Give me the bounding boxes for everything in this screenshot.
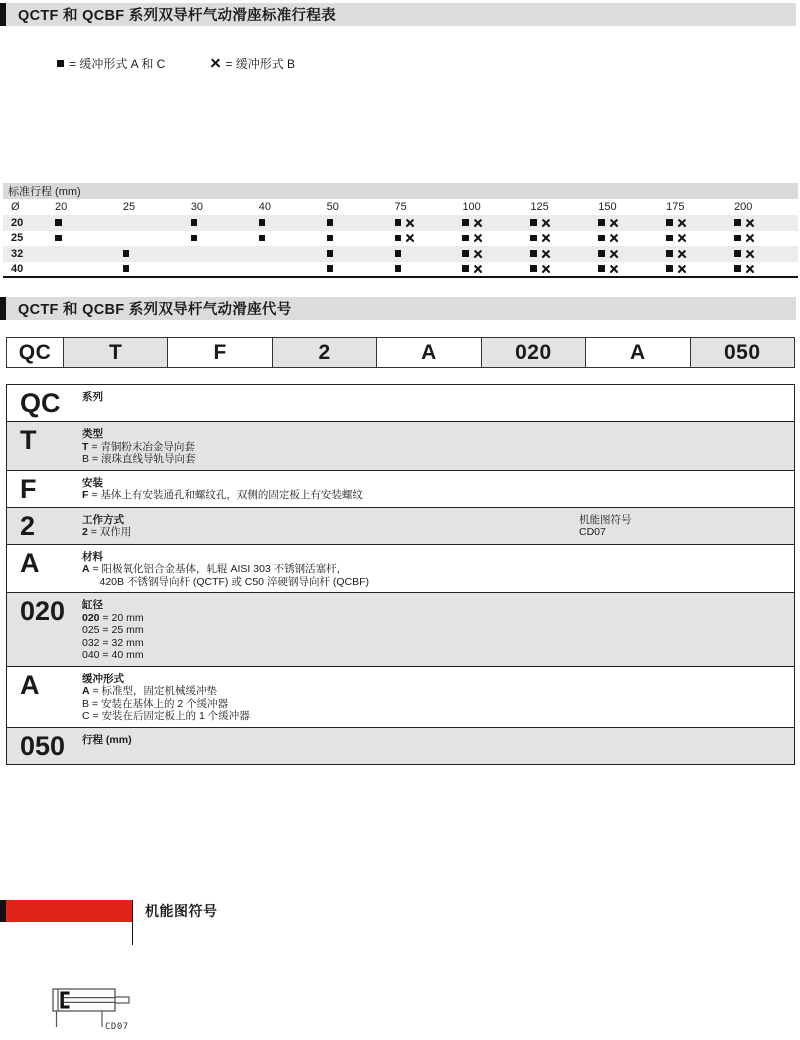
stroke-column-header: 40 bbox=[258, 201, 271, 213]
cross-mark-icon bbox=[746, 265, 754, 273]
diameter-cell: 40 bbox=[3, 262, 51, 278]
diameter-header-cell: Ø bbox=[11, 201, 20, 213]
stroke-column-header: 75 bbox=[394, 201, 407, 213]
stroke-mark-cell bbox=[255, 262, 323, 278]
code-cell: 020 bbox=[481, 338, 585, 367]
symbol-section-header bbox=[0, 900, 218, 922]
breakdown-description bbox=[82, 597, 794, 662]
stroke-column-header: 50 bbox=[326, 201, 339, 213]
stroke-mark-cell bbox=[526, 262, 594, 278]
square-mark-icon bbox=[666, 265, 673, 272]
cross-mark-icon bbox=[474, 219, 482, 227]
square-mark-icon bbox=[462, 235, 469, 242]
stroke-column-header: 20 bbox=[55, 201, 68, 213]
cross-mark-icon bbox=[474, 250, 482, 258]
stroke-mark-cell bbox=[594, 215, 662, 231]
cross-mark-icon bbox=[678, 250, 686, 258]
stroke-mark-cell bbox=[119, 246, 187, 262]
cross-mark-icon bbox=[406, 234, 414, 242]
breakdown-line bbox=[82, 710, 794, 723]
stroke-table-title: 标准行程 (mm) bbox=[3, 183, 798, 199]
stroke-mark-cell bbox=[119, 231, 187, 247]
cylinder-symbol-block bbox=[42, 985, 138, 1040]
stroke-mark-cell bbox=[662, 246, 730, 262]
square-mark-icon bbox=[395, 250, 402, 257]
square-mark-icon bbox=[191, 235, 198, 242]
square-mark-icon bbox=[598, 265, 605, 272]
breakdown-row bbox=[7, 593, 794, 667]
breakdown-line bbox=[82, 685, 794, 698]
breakdown-title: 行程 (mm) bbox=[82, 733, 132, 746]
square-mark-icon bbox=[259, 235, 266, 242]
diameter-cell: 32 bbox=[11, 247, 24, 260]
stroke-column-header: 150 bbox=[598, 201, 617, 213]
breakdown-line-text: B = 安装在基体上的 2 个缓冲器 bbox=[82, 697, 229, 710]
breakdown-title: 安装 bbox=[82, 476, 103, 489]
breakdown-line bbox=[82, 612, 794, 625]
stroke-column-header: 175 bbox=[666, 201, 685, 213]
square-mark-icon bbox=[395, 219, 402, 226]
diameter-cell: 25 bbox=[11, 232, 24, 245]
breakdown-line-text: = 青铜粉末冶金导向套 bbox=[88, 440, 195, 453]
breakdown-line bbox=[82, 649, 794, 662]
breakdown-line bbox=[82, 441, 794, 454]
breakdown-line-code: 2 bbox=[82, 526, 88, 538]
code-cell: T bbox=[63, 338, 167, 367]
breakdown-line-text: 420B 不锈钢导向杆 (QCTF) 或 C50 淬硬钢导向杆 (QCBF) bbox=[82, 575, 370, 588]
code-cell: QC bbox=[6, 338, 63, 367]
square-mark-icon bbox=[191, 219, 198, 226]
cross-mark-icon bbox=[542, 219, 550, 227]
stroke-column-header: 100 bbox=[462, 201, 481, 213]
cross-mark-icon bbox=[678, 234, 686, 242]
breakdown-line-text: = 基体上有安装通孔和螺纹孔，双侧的固定板上有安装螺纹 bbox=[88, 489, 363, 501]
cross-mark-icon bbox=[678, 219, 686, 227]
breakdown-code: 2 bbox=[20, 510, 36, 541]
code-breakdown-table bbox=[6, 384, 795, 765]
square-mark-icon bbox=[462, 250, 469, 257]
breakdown-line-code: T bbox=[82, 440, 89, 453]
breakdown-description bbox=[82, 389, 794, 417]
stroke-mark-cell bbox=[323, 215, 391, 231]
stroke-mark-cell bbox=[594, 246, 662, 262]
stroke-column-header: 30 bbox=[190, 201, 204, 213]
breakdown-code: QC bbox=[20, 388, 61, 418]
square-mark-icon bbox=[734, 235, 741, 242]
catalog-page bbox=[0, 3, 800, 1034]
stroke-mark-cell bbox=[391, 231, 459, 247]
stroke-mark-cell bbox=[391, 262, 459, 278]
breakdown-code: A bbox=[20, 547, 40, 578]
square-mark-icon bbox=[259, 219, 266, 226]
stroke-data-row bbox=[3, 246, 798, 262]
stroke-mark-cell bbox=[323, 246, 391, 262]
breakdown-code: 050 bbox=[20, 730, 66, 761]
stroke-mark-cell bbox=[594, 262, 662, 278]
stroke-mark-cell bbox=[323, 262, 391, 278]
stroke-mark-cell bbox=[51, 262, 119, 278]
square-mark-icon bbox=[123, 250, 130, 257]
breakdown-description bbox=[82, 671, 794, 723]
square-mark-icon bbox=[530, 265, 537, 272]
square-mark-icon bbox=[666, 235, 673, 242]
divider-line bbox=[132, 900, 133, 945]
stroke-mark-cell bbox=[662, 262, 730, 278]
breakdown-line-code: A bbox=[82, 685, 90, 697]
cushion-legend bbox=[57, 56, 800, 71]
stroke-mark-cell bbox=[730, 262, 798, 278]
square-mark-icon bbox=[666, 219, 673, 226]
stroke-mark-cell bbox=[391, 215, 459, 231]
double-acting-cylinder-icon bbox=[42, 985, 138, 1035]
breakdown-line bbox=[82, 624, 794, 637]
breakdown-title: 系列 bbox=[82, 391, 103, 403]
breakdown-line bbox=[82, 453, 794, 466]
square-mark-icon bbox=[734, 265, 741, 272]
breakdown-line-text: 040 = 40 mm bbox=[82, 649, 144, 661]
diameter-cell: 20 bbox=[11, 216, 24, 229]
breakdown-line-text: 032 = 32 mm bbox=[82, 636, 144, 649]
square-mark-icon bbox=[666, 250, 673, 257]
stroke-mark-cell bbox=[51, 215, 119, 231]
stroke-mark-cell bbox=[51, 231, 119, 247]
breakdown-line-text: = 20 mm bbox=[99, 611, 144, 624]
symbol-code-label: CD07 bbox=[105, 1022, 129, 1032]
cross-mark-icon bbox=[610, 234, 618, 242]
breakdown-line bbox=[82, 563, 794, 576]
cross-mark-icon bbox=[610, 219, 618, 227]
cross-mark-icon bbox=[746, 250, 754, 258]
breakdown-row bbox=[7, 667, 794, 728]
stroke-mark-cell bbox=[730, 215, 798, 231]
stroke-mark-cell bbox=[119, 215, 187, 231]
stroke-mark-cell bbox=[526, 246, 594, 262]
square-mark-icon bbox=[734, 250, 741, 257]
breakdown-line bbox=[82, 637, 794, 650]
square-mark-icon bbox=[57, 60, 64, 67]
red-bar bbox=[6, 900, 132, 922]
cross-mark-icon bbox=[610, 265, 618, 273]
stroke-mark-cell bbox=[187, 262, 255, 278]
breakdown-description bbox=[82, 549, 794, 589]
standard-stroke-table bbox=[3, 183, 798, 278]
stroke-mark-cell bbox=[526, 215, 594, 231]
breakdown-title: 缓冲形式 bbox=[82, 672, 124, 685]
stroke-column-header-row bbox=[3, 199, 798, 215]
square-mark-icon bbox=[327, 265, 334, 272]
breakdown-line-text: = 标准型，固定机械缓冲垫 bbox=[89, 685, 218, 697]
breakdown-row bbox=[7, 471, 794, 508]
square-mark-icon bbox=[395, 265, 402, 272]
stroke-table-title-row bbox=[3, 183, 798, 199]
breakdown-title: 材料 bbox=[82, 550, 103, 563]
cross-mark-icon bbox=[474, 234, 482, 242]
section-title-code: QCTF 和 QCBF 系列双导杆气动滑座代号 bbox=[6, 297, 796, 320]
code-cell: A bbox=[376, 338, 480, 367]
breakdown-row bbox=[7, 422, 794, 471]
breakdown-line-code: A bbox=[82, 563, 90, 575]
square-mark-icon bbox=[734, 219, 741, 226]
square-mark-icon bbox=[395, 235, 402, 242]
stroke-mark-cell bbox=[458, 262, 526, 278]
stroke-mark-cell bbox=[730, 231, 798, 247]
breakdown-code: F bbox=[20, 473, 37, 504]
stroke-mark-cell bbox=[662, 215, 730, 231]
square-mark-icon bbox=[55, 235, 62, 242]
breakdown-line-text: B = 滚珠直线导轨导向套 bbox=[82, 453, 196, 465]
square-mark-icon bbox=[530, 219, 537, 226]
cross-mark-icon bbox=[746, 219, 754, 227]
breakdown-code: 020 bbox=[20, 596, 66, 626]
legend-square-label: = 缓冲形式 A 和 C bbox=[69, 57, 166, 71]
stroke-mark-cell bbox=[51, 246, 119, 262]
breakdown-row bbox=[7, 385, 794, 422]
section-header-stroke-table bbox=[0, 3, 796, 26]
stroke-mark-cell bbox=[187, 246, 255, 262]
code-cell: 2 bbox=[272, 338, 376, 367]
stroke-mark-cell bbox=[458, 215, 526, 231]
square-mark-icon bbox=[55, 219, 62, 226]
stroke-mark-cell bbox=[187, 215, 255, 231]
stroke-column-header: 200 bbox=[734, 201, 753, 213]
breakdown-description bbox=[82, 512, 794, 540]
cross-mark-icon bbox=[678, 265, 686, 273]
breakdown-line-text: 025 = 25 mm bbox=[82, 624, 144, 636]
breakdown-line-text: = 双作用 bbox=[87, 526, 132, 538]
cross-mark-icon bbox=[542, 250, 550, 258]
stroke-mark-cell bbox=[255, 246, 323, 262]
square-mark-icon bbox=[598, 250, 605, 257]
cross-mark-icon bbox=[406, 219, 414, 227]
square-mark-icon bbox=[123, 265, 130, 272]
cross-mark-icon bbox=[610, 250, 618, 258]
cross-mark-icon bbox=[542, 234, 550, 242]
breakdown-row bbox=[7, 728, 794, 764]
breakdown-line-text: C = 安装在后固定板上的 1 个缓冲器 bbox=[82, 710, 250, 722]
legend-item-cross bbox=[211, 55, 295, 72]
square-mark-icon bbox=[530, 235, 537, 242]
square-mark-icon bbox=[327, 219, 334, 226]
square-mark-icon bbox=[327, 250, 334, 257]
stroke-mark-cell bbox=[662, 231, 730, 247]
stroke-mark-cell bbox=[458, 231, 526, 247]
symbol-section-label: 机能图符号 bbox=[145, 903, 218, 919]
ordering-code-row bbox=[6, 337, 795, 368]
legend-item-square bbox=[57, 55, 165, 72]
breakdown-description bbox=[82, 475, 794, 503]
square-mark-icon bbox=[598, 219, 605, 226]
breakdown-line bbox=[82, 698, 794, 711]
stroke-column-header: 25 bbox=[122, 201, 136, 213]
stroke-mark-cell bbox=[458, 246, 526, 262]
breakdown-row bbox=[7, 508, 794, 545]
breakdown-code: A bbox=[20, 669, 40, 700]
breakdown-line bbox=[82, 576, 794, 589]
square-mark-icon bbox=[462, 265, 469, 272]
code-cell: A bbox=[585, 338, 689, 367]
stroke-mark-cell bbox=[187, 231, 255, 247]
cross-mark-icon bbox=[211, 59, 220, 68]
breakdown-row bbox=[7, 545, 794, 594]
stroke-data-row bbox=[3, 231, 798, 247]
stroke-mark-cell bbox=[730, 246, 798, 262]
breakdown-line bbox=[82, 526, 794, 539]
cross-mark-icon bbox=[474, 265, 482, 273]
breakdown-title: 缸径 bbox=[82, 599, 103, 611]
breakdown-line-text: = 阳极氧化铝合金基体，轧辊 AISI 303 不锈钢活塞杆， bbox=[89, 563, 348, 575]
stroke-mark-cell bbox=[255, 231, 323, 247]
function-symbol-note bbox=[579, 514, 632, 539]
square-mark-icon bbox=[530, 250, 537, 257]
breakdown-description bbox=[82, 426, 794, 466]
stroke-data-row bbox=[3, 262, 798, 278]
stroke-mark-cell bbox=[323, 231, 391, 247]
breakdown-code: T bbox=[20, 425, 37, 455]
stroke-mark-cell bbox=[119, 262, 187, 278]
square-mark-icon bbox=[598, 235, 605, 242]
legend-cross-label: = 缓冲形式 B bbox=[225, 57, 296, 71]
stroke-mark-cell bbox=[594, 231, 662, 247]
breakdown-line bbox=[82, 489, 794, 502]
breakdown-line-code: F bbox=[82, 489, 89, 501]
stroke-mark-cell bbox=[255, 215, 323, 231]
cross-mark-icon bbox=[746, 234, 754, 242]
breakdown-description bbox=[82, 732, 794, 760]
cross-mark-icon bbox=[542, 265, 550, 273]
code-cell: 050 bbox=[690, 338, 795, 367]
section-header-code bbox=[0, 297, 796, 320]
stroke-mark-cell bbox=[391, 246, 459, 262]
breakdown-line-code: 020 bbox=[82, 611, 100, 624]
breakdown-title: 类型 bbox=[82, 428, 103, 440]
breakdown-title: 工作方式 bbox=[82, 513, 124, 526]
stroke-mark-cell bbox=[526, 231, 594, 247]
square-mark-icon bbox=[327, 235, 334, 242]
stroke-data-row bbox=[3, 215, 798, 231]
section-title-stroke-table: QCTF 和 QCBF 系列双导杆气动滑座标准行程表 bbox=[6, 3, 796, 26]
code-cell: F bbox=[167, 338, 271, 367]
function-symbol-note-code: CD07 bbox=[579, 526, 606, 538]
stroke-column-header: 125 bbox=[530, 201, 549, 213]
square-mark-icon bbox=[462, 219, 469, 226]
function-symbol-note-title: 机能图符号 bbox=[579, 513, 632, 526]
